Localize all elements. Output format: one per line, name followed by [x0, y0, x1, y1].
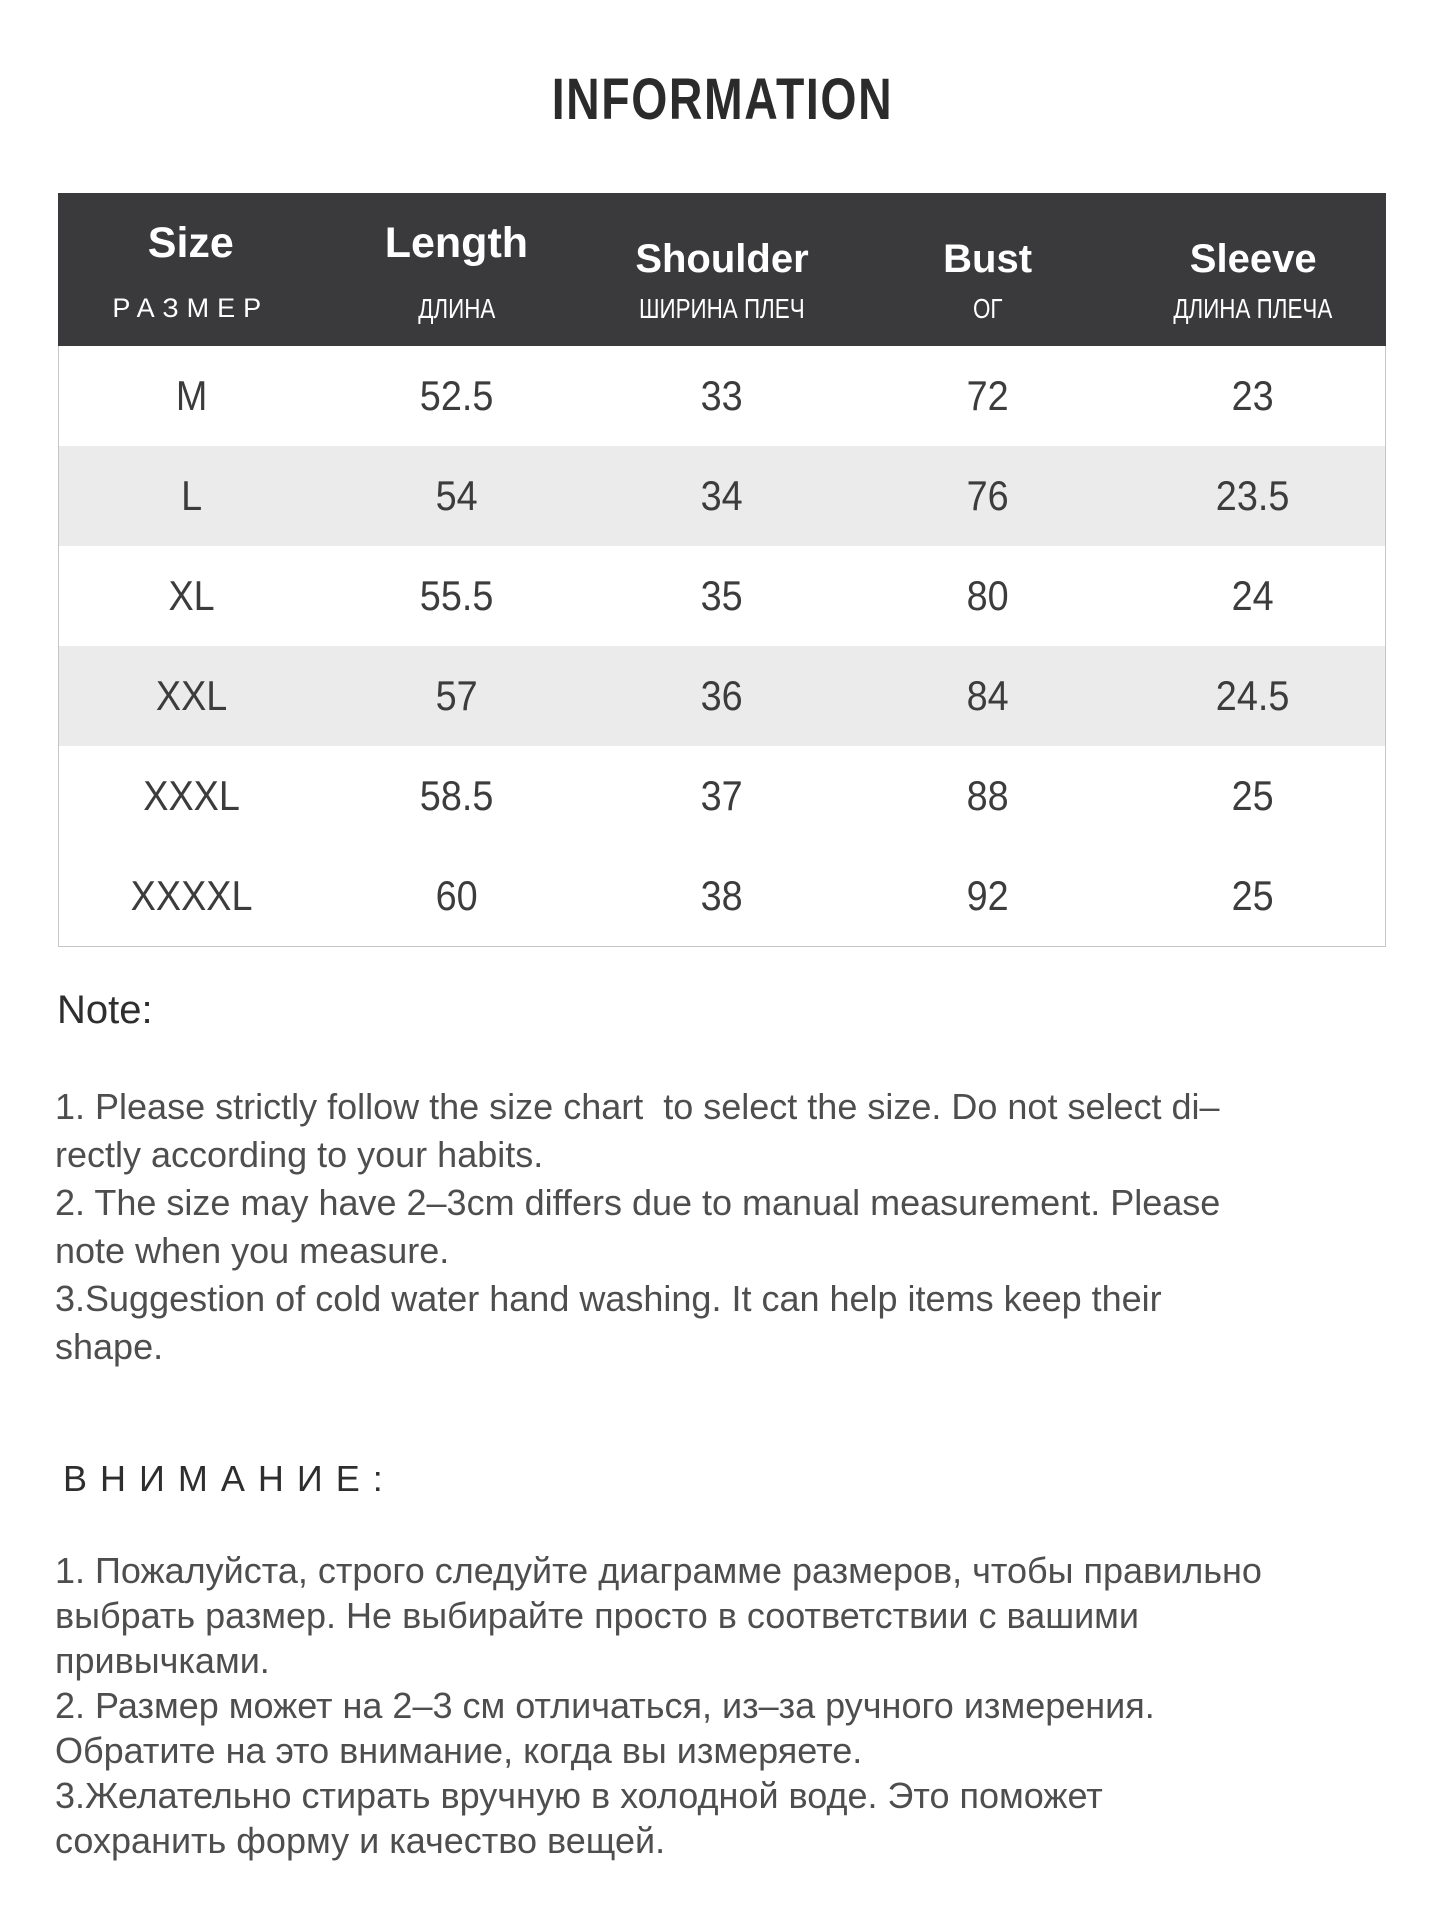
attention-line: 2. Размер может на 2–3 см отличаться, из–за ручного измерения.	[55, 1685, 1155, 1726]
sleeve-cell: 23.5	[1215, 472, 1290, 519]
note-line: note when you measure.	[55, 1230, 450, 1271]
header-label-length-en: Length	[384, 219, 529, 267]
size-cell: XL	[168, 572, 215, 619]
shoulder-cell: 35	[700, 572, 743, 619]
header-label-length-ru: ДЛИНА	[417, 293, 495, 324]
note-line: 2. The size may have 2–3cm differs due to manual measurement. Please	[55, 1182, 1221, 1223]
attention-line: 1. Пожалуйста, строго следуйте диаграмме размеров, чтобы правильно	[55, 1550, 1262, 1591]
header-col-size	[58, 193, 324, 346]
header-label-bust-en: Bust	[943, 237, 1033, 281]
shoulder-cell: 33	[700, 372, 743, 419]
shoulder-cell: 38	[700, 872, 743, 919]
header-col-shoulder	[589, 193, 855, 346]
header-col-sleeve	[1120, 193, 1386, 346]
length-cell: 60	[435, 872, 478, 919]
attention-line: 3.Желательно стирать вручную в холодной воде. Это поможет	[55, 1775, 1103, 1816]
bust-cell: 72	[966, 372, 1009, 419]
note-line: rectly according to your habits.	[55, 1134, 544, 1175]
note-line: shape.	[55, 1326, 164, 1367]
header-label-sleeve-en: Sleeve	[1189, 237, 1317, 281]
table-row-xxxl	[59, 746, 1385, 846]
note-body-ru	[55, 1548, 1415, 1863]
shoulder-cell: 36	[700, 672, 743, 719]
header-col-length	[324, 193, 590, 346]
length-cell: 52.5	[419, 372, 494, 419]
header-label-bust-ru: ОГ	[972, 293, 1003, 324]
attention-line: привычками.	[55, 1640, 270, 1681]
size-cell: L	[181, 472, 203, 519]
shoulder-cell: 34	[700, 472, 743, 519]
attention-line: выбрать размер. Не выбирайте просто в соответствии с вашими	[55, 1595, 1140, 1636]
shoulder-cell: 37	[700, 772, 743, 819]
attention-line: сохранить форму и качество вещей.	[55, 1820, 666, 1861]
note-line: 1. Please strictly follow the size chart to select the size. Do not select di–	[55, 1086, 1220, 1127]
note-line: 3.Suggestion of cold water hand washing. It can help items keep their	[55, 1278, 1162, 1319]
sleeve-cell: 25	[1231, 872, 1274, 919]
header-label-size-ru: РАЗМЕР	[112, 293, 270, 323]
attention-heading: ВНИМАНИЕ:	[63, 1458, 396, 1499]
table-row-l	[59, 446, 1385, 546]
size-chart-body	[59, 346, 1385, 946]
attention-line: Обратите на это внимание, когда вы измеряете.	[55, 1730, 863, 1771]
length-cell: 58.5	[419, 772, 494, 819]
table-row-xxl	[59, 646, 1385, 746]
sleeve-cell: 24	[1231, 572, 1274, 619]
bust-cell: 80	[966, 572, 1009, 619]
size-chart-table	[58, 193, 1386, 947]
size-chart-header-row	[58, 193, 1386, 346]
length-cell: 54	[435, 472, 478, 519]
size-cell: XXXL	[143, 772, 240, 819]
bust-cell: 84	[966, 672, 1009, 719]
note-body-en	[55, 1083, 1400, 1371]
table-row-m	[59, 346, 1385, 446]
length-cell: 57	[435, 672, 478, 719]
table-row-xl	[59, 546, 1385, 646]
header-label-shoulder-en: Shoulder	[635, 237, 809, 281]
header-col-bust	[855, 193, 1121, 346]
page-title-text: INFORMATION	[551, 67, 894, 132]
note-heading: Note:	[57, 988, 153, 1032]
bust-cell: 76	[966, 472, 1009, 519]
header-label-sleeve-ru: ДЛИНА ПЛЕЧА	[1173, 293, 1333, 324]
header-label-shoulder-ru: ШИРИНА ПЛЕЧ	[639, 293, 805, 324]
size-cell: M	[175, 372, 208, 419]
sleeve-cell: 24.5	[1215, 672, 1290, 719]
bust-cell: 92	[966, 872, 1009, 919]
size-cell: XXXXL	[130, 872, 253, 919]
table-row-xxxxl	[59, 846, 1385, 946]
size-cell: XXL	[155, 672, 228, 719]
bust-cell: 88	[966, 772, 1009, 819]
header-label-size-en: Size	[147, 219, 234, 267]
sleeve-cell: 25	[1231, 772, 1274, 819]
page-title	[0, 66, 1445, 133]
length-cell: 55.5	[419, 572, 494, 619]
sleeve-cell: 23	[1231, 372, 1274, 419]
